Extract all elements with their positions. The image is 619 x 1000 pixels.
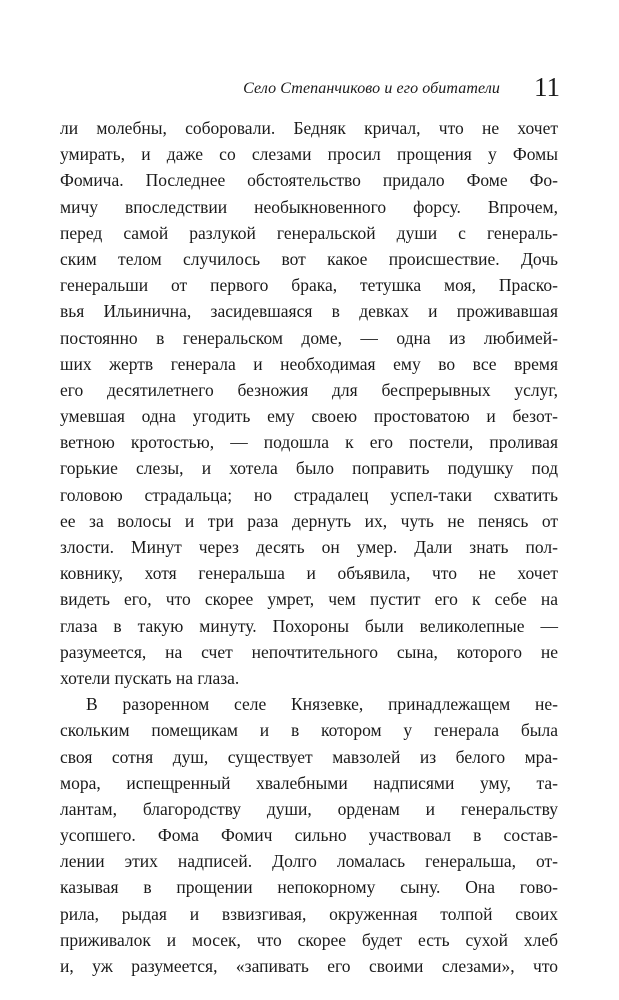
- text-line: ли молебны, соборовали. Бедняк кричал, что не хочет: [60, 118, 558, 138]
- text-line: умевшая одна угодить ему своею простоватою и безот-: [60, 406, 558, 427]
- text-line: вья Ильинична, засидевшаяся в девках и проживавшая: [60, 301, 558, 322]
- text-line: ее за волосы и три раза дернуть их, чуть не пенясь от: [60, 510, 558, 531]
- text-line: злости. Минут через десять он умер. Дали знать пол-: [60, 537, 558, 557]
- text-line: рила, рыдая и взвизгивая, окруженная толпой своих: [60, 903, 558, 924]
- text-line: лении этих надписей. Долго ломалась генеральша, от-: [60, 851, 558, 872]
- text-line: усопшего. Фома Фомич сильно участвовал в состав-: [60, 825, 558, 846]
- text-line: видеть его, что скорее умрет, чем пустит его к себе на: [60, 589, 558, 610]
- running-head: [60, 72, 560, 112]
- text-line: разумеется, на счет непочтительного сына, которого не: [60, 641, 558, 662]
- text-line: Фомича. Последнее обстоятельство придало Фоме Фо-: [60, 170, 558, 191]
- running-title: Село Степанчиково и его обитатели: [243, 80, 500, 97]
- text-line: казывая в прощении непокорному сыну. Она гово-: [60, 877, 558, 898]
- text-line: головою страдальца; но страдалец успел-таки схватить: [60, 484, 558, 505]
- text-line: генеральши от первого брака, тетушка моя, Праско-: [60, 275, 558, 296]
- text-line: В разоренном селе Князевке, принадлежащем не-: [86, 694, 558, 715]
- text-line: хотели пускать на глаза.: [60, 667, 240, 688]
- text-line: постоянно в генеральском доме, — одна из любимей-: [60, 327, 558, 348]
- text-line: ших жертв генерала и необходимая ему во все время: [60, 353, 558, 374]
- text-line: умирать, и даже со слезами просил прощения у Фомы: [60, 144, 558, 165]
- text-line: приживалок и мосек, что скорее будет есть сухой хлеб: [60, 929, 558, 950]
- text-line: своя сотня душ, существует мавзолей из белого мра-: [60, 746, 558, 767]
- text-line: горькие слезы, и хотела было поправить подушку под: [60, 458, 558, 479]
- text-line: лантам, благородству души, орденам и генеральству: [60, 798, 558, 819]
- text-line: ским телом случилось вот какое происшествие. Дочь: [60, 248, 558, 269]
- text-line: перед самой разлукой генеральской души с генераль-: [60, 222, 558, 243]
- text-line: мичу впоследствии необыкновенного форсу. Впрочем,: [60, 196, 558, 217]
- text-line: и, уж разумеется, «запивать его своими слезами», что: [60, 956, 558, 976]
- text-line: ветною кротостью, — подошла к его постели, проливая: [60, 432, 558, 453]
- text-line: его десятилетнего безножия для беспрерывных услуг,: [60, 379, 558, 400]
- text-line: скольким помещикам и в котором у генерала была: [60, 720, 558, 741]
- page-number: 11: [534, 72, 560, 102]
- text-line: мора, испещренный хвалебными надписями уму, та-: [60, 772, 558, 793]
- text-line: ковнику, хотя генеральша и объявила, что не хочет: [60, 563, 558, 584]
- body-text: [60, 115, 558, 979]
- text-line: глаза в такую минуту. Похороны были великолепные —: [60, 615, 558, 636]
